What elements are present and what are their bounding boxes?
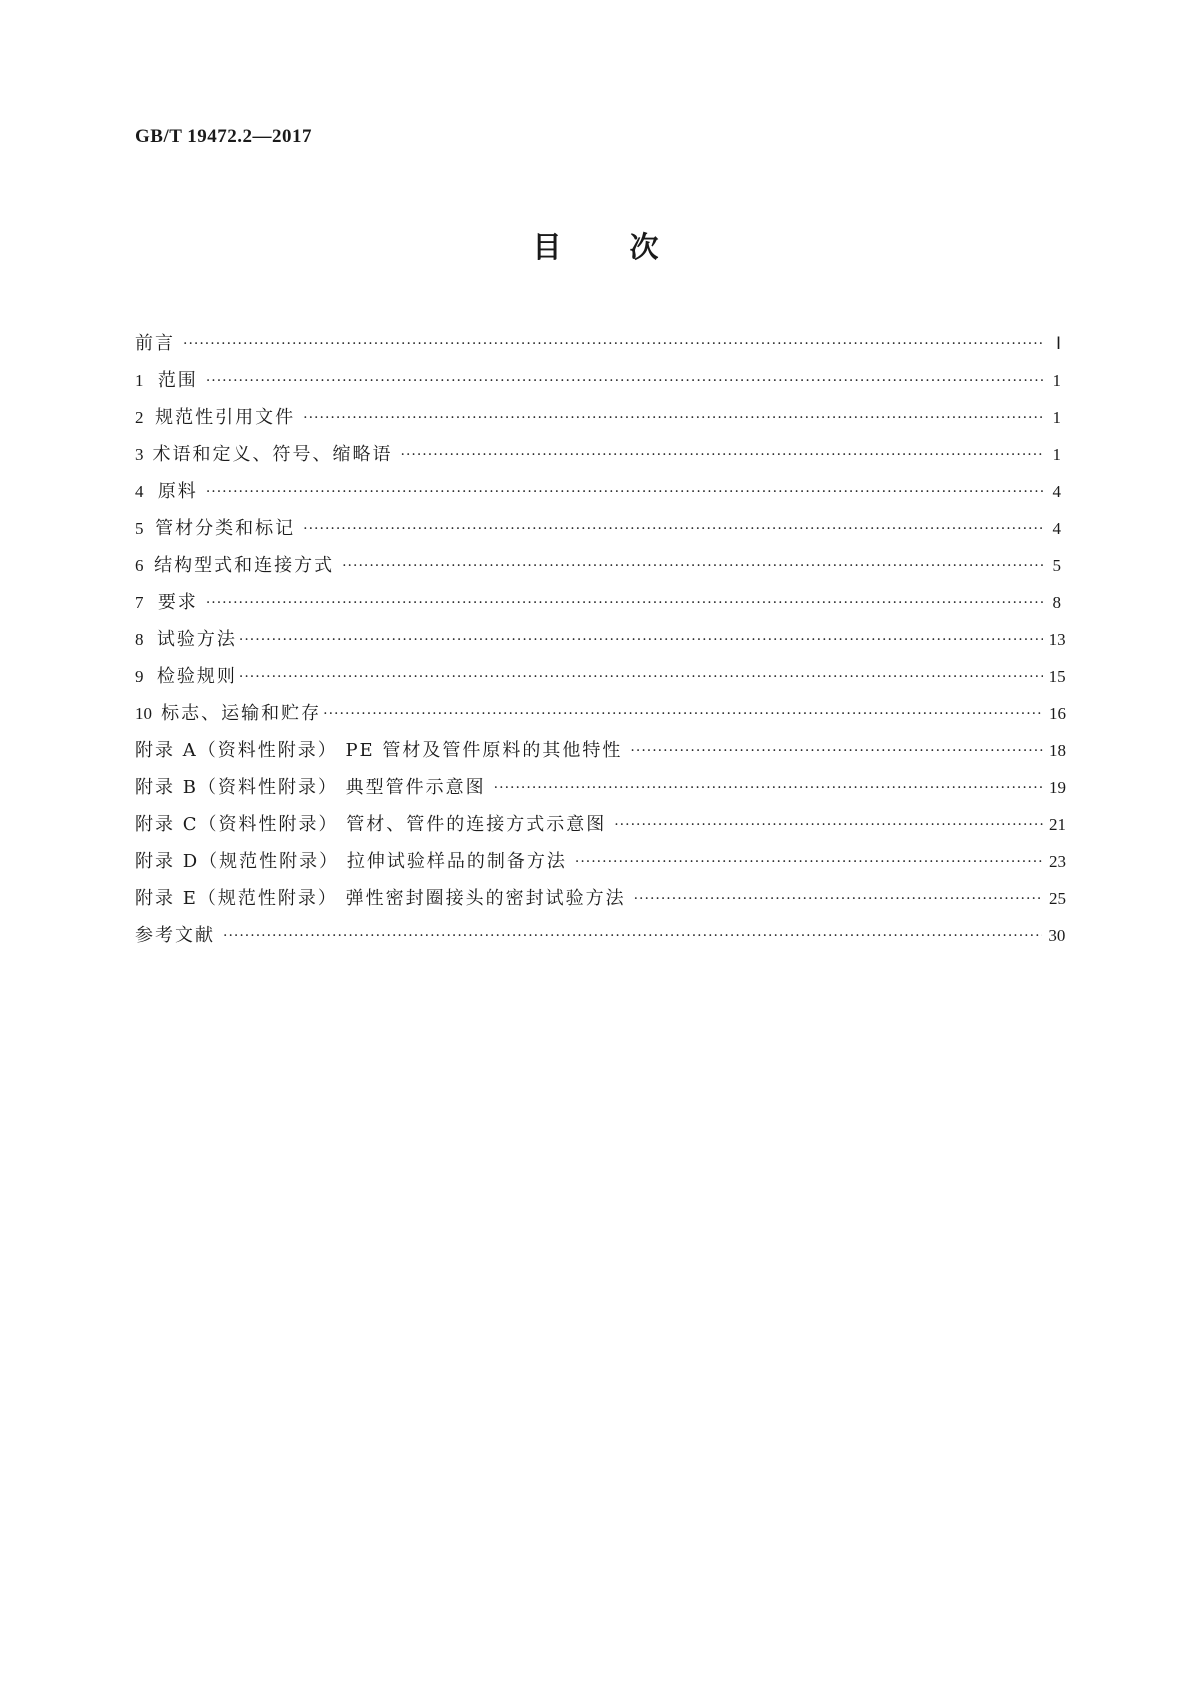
toc-leader-dots: [206, 363, 1043, 400]
toc-entry-page: 16: [1049, 704, 1066, 723]
toc-leader-dots: [183, 326, 1043, 363]
toc-entry-page: 8: [1052, 593, 1061, 612]
toc-entry-page: 19: [1049, 778, 1066, 797]
toc-entry-number: 5: [135, 519, 144, 538]
toc-entry-5[interactable]: [135, 510, 1061, 547]
toc-leader-dots: [630, 733, 1043, 770]
toc-entry-page: 5: [1052, 556, 1061, 575]
toc-leader-dots: [575, 844, 1043, 881]
toc-leader-dots: [239, 622, 1043, 659]
toc-entry-title: 原料: [157, 481, 198, 502]
toc-entry-page: Ⅰ: [1055, 334, 1061, 353]
toc-entry-page: 30: [1048, 926, 1066, 945]
toc-entry-number: 1: [135, 371, 144, 390]
toc-entry-number: 8: [135, 630, 144, 649]
toc-list: [135, 325, 1066, 954]
toc-entry-10[interactable]: [135, 695, 1066, 732]
toc-entry-7[interactable]: [135, 584, 1061, 621]
toc-entry-title: 结构型式和连接方式: [154, 555, 335, 576]
toc-entry-title: 附录 C（资料性附录） 管材、管件的连接方式示意图: [135, 814, 607, 835]
toc-entry-page: 1: [1052, 445, 1061, 464]
toc-entry-page: 23: [1049, 852, 1066, 871]
toc-entry-page: 13: [1048, 630, 1066, 649]
toc-entry-title: 要求: [157, 592, 198, 613]
toc-leader-dots: [303, 511, 1043, 548]
toc-entry-number: 2: [135, 408, 144, 427]
toc-entry-title: 范围: [157, 370, 198, 391]
toc-entry-title: 管材分类和标记: [155, 518, 296, 539]
toc-entry-title: 试验方法: [156, 629, 237, 650]
toc-entry-number: 6: [135, 556, 144, 575]
toc-entry-3[interactable]: [135, 436, 1061, 473]
toc-entry-page: 1: [1052, 408, 1061, 427]
toc-leader-dots: [206, 585, 1043, 622]
toc-entry-title: 标志、运输和贮存: [161, 703, 322, 724]
toc-entry-4[interactable]: [135, 473, 1061, 510]
toc-entry-page: 4: [1052, 482, 1061, 501]
toc-entry-title: 前言: [135, 333, 175, 354]
toc-title: [0, 225, 1191, 266]
toc-leader-dots: [342, 548, 1043, 585]
toc-entry-annex-c[interactable]: [135, 806, 1066, 843]
toc-entry-title: 规范性引用文件: [155, 407, 296, 428]
toc-entry-title: 附录 A（资料性附录） PE 管材及管件原料的其他特性: [135, 740, 623, 761]
toc-entry-title: 附录 E（规范性附录） 弹性密封圈接头的密封试验方法: [135, 888, 626, 909]
toc-entry-bibliography[interactable]: [135, 917, 1066, 954]
toc-entry-number: 3: [135, 445, 144, 464]
toc-entry-foreword[interactable]: [135, 325, 1061, 362]
toc-leader-dots: [239, 659, 1043, 696]
toc-entry-number: 7: [135, 593, 144, 612]
toc-leader-dots: [494, 770, 1043, 807]
toc-entry-8[interactable]: [135, 621, 1066, 658]
toc-leader-dots: [223, 918, 1042, 955]
toc-leader-dots: [206, 474, 1043, 511]
toc-entry-title: 术语和定义、符号、缩略语: [152, 444, 393, 465]
toc-entry-number: 10: [135, 704, 152, 723]
toc-entry-9[interactable]: [135, 658, 1066, 695]
toc-entry-annex-d[interactable]: [135, 843, 1066, 880]
toc-entry-title: 附录 B（资料性附录） 典型管件示意图: [135, 777, 486, 798]
toc-entry-1[interactable]: [135, 362, 1061, 399]
toc-entry-number: 9: [135, 667, 144, 686]
toc-entry-annex-e[interactable]: [135, 880, 1066, 917]
toc-leader-dots: [323, 696, 1043, 733]
toc-entry-page: 18: [1049, 741, 1066, 760]
toc-title-char-2: 次: [629, 230, 659, 264]
toc-leader-dots: [614, 807, 1043, 844]
toc-entry-annex-a[interactable]: [135, 732, 1066, 769]
toc-entry-title: 附录 D（规范性附录） 拉伸试验样品的制备方法: [135, 851, 567, 872]
toc-title-char-1: 目: [532, 230, 562, 264]
toc-entry-page: 15: [1048, 667, 1066, 686]
toc-entry-title: 检验规则: [156, 666, 237, 687]
toc-entry-2[interactable]: [135, 399, 1061, 436]
toc-entry-annex-b[interactable]: [135, 769, 1066, 806]
toc-entry-page: 21: [1049, 815, 1066, 834]
document-code: GB/T 19472.2—2017: [135, 126, 313, 147]
toc-entry-number: 4: [135, 482, 144, 501]
toc-leader-dots: [401, 437, 1044, 474]
toc-entry-page: 1: [1052, 371, 1061, 390]
toc-entry-6[interactable]: [135, 547, 1061, 584]
toc-entry-page: 4: [1052, 519, 1061, 538]
toc-entry-title: 参考文献: [135, 925, 215, 946]
toc-leader-dots: [303, 400, 1043, 437]
toc-entry-page: 25: [1049, 889, 1066, 908]
toc-leader-dots: [634, 881, 1043, 918]
